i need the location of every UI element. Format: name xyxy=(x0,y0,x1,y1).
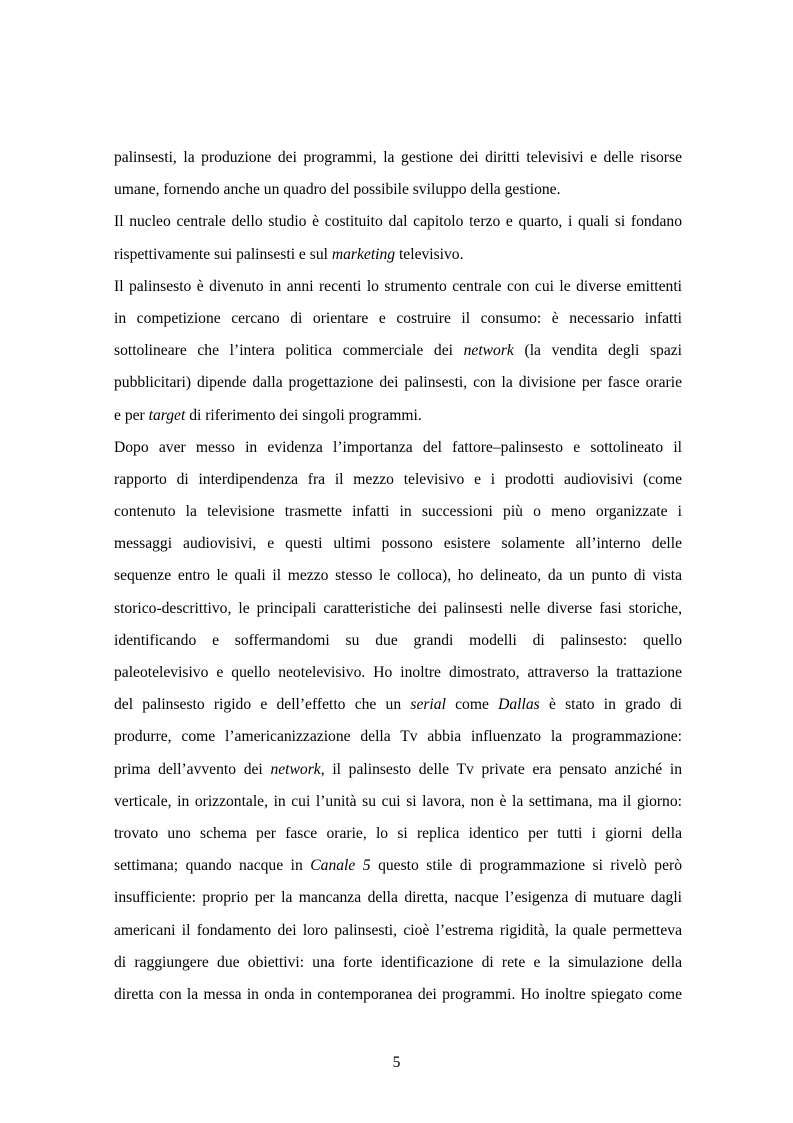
page-number: 5 xyxy=(392,1054,401,1071)
text-line xyxy=(114,625,682,657)
text-line xyxy=(114,689,682,721)
italic-term: marketing xyxy=(331,245,396,263)
text-line xyxy=(114,206,682,238)
text-run: prima dell’avvento dei xyxy=(114,760,271,778)
text-run: identificando e soffermandomi su due grandi modelli di palinsesto: quello xyxy=(114,631,682,649)
text-line xyxy=(114,464,682,496)
text-run: paleotelevisivo e quello neotelevisivo. Ho inoltre dimostrato, attraverso la trattazione xyxy=(114,664,682,681)
text-line xyxy=(114,303,682,335)
text-line xyxy=(114,271,682,303)
text-run: televisivo. xyxy=(395,245,464,263)
paragraph xyxy=(114,432,682,1011)
text-line xyxy=(114,335,682,367)
text-line xyxy=(114,142,682,174)
text-run: Il palinsesto è divenuto in anni recenti lo strumento centrale con cui le diverse emittenti xyxy=(114,277,682,295)
text-line xyxy=(114,818,682,850)
text-run: messaggi audiovisivi, e questi ultimi possono esistere solamente all’interno delle xyxy=(114,535,682,553)
text-run: sequenze entro le quali il mezzo stesso le colloca), ho delineato, da un punto di vista xyxy=(114,567,682,585)
text-line xyxy=(114,850,682,882)
text-run: palinsesti, la produzione dei programmi, la gestione dei diritti televisivi e delle risorse xyxy=(114,149,682,166)
text-line xyxy=(114,367,682,399)
text-line xyxy=(114,496,682,528)
paragraph xyxy=(114,206,682,270)
text-run: umane, fornendo anche un quadro del possibile sviluppo della gestione. xyxy=(114,181,561,199)
text-line xyxy=(114,528,682,560)
text-line xyxy=(114,174,682,206)
text-run: americani il fondamento dei loro palinsesti, cioè l’estrema rigidità, la quale permetteva xyxy=(114,921,682,939)
text-line xyxy=(114,593,682,625)
text-run: rispettivamente sui palinsesti e sul xyxy=(114,245,332,263)
text-run: produrre, come l’americanizzazione della Tv abbia influenzato la programmazione: xyxy=(114,728,682,746)
text-run: contenuto la televisione trasmette infatti in successioni più o meno organizzate i xyxy=(114,503,682,521)
text-line xyxy=(114,754,682,786)
text-run: del palinsesto rigido e dell’effetto che un xyxy=(114,696,411,714)
text-line xyxy=(114,882,682,914)
italic-term: Dallas xyxy=(498,696,540,714)
text-line xyxy=(114,786,682,818)
text-line xyxy=(114,721,682,753)
text-run: di riferimento dei singoli programmi. xyxy=(185,406,422,424)
text-run: Dopo aver messo in evidenza l’importanza del fattore–palinsesto e sottolineato il xyxy=(114,438,682,456)
italic-term: serial xyxy=(410,696,446,714)
italic-term: target xyxy=(148,406,186,424)
paragraph xyxy=(114,271,682,432)
text-run: storico-descrittivo, le principali caratteristiche dei palinsesti nelle diverse fasi storiche, xyxy=(114,599,682,617)
italic-term: network xyxy=(463,342,514,360)
text-line xyxy=(114,657,682,689)
text-run: sottolineare che l’intera politica commerciale dei xyxy=(114,342,464,360)
text-line xyxy=(114,560,682,592)
text-line xyxy=(114,239,682,271)
text-run: come xyxy=(445,696,499,714)
text-line xyxy=(114,947,682,979)
italic-term: Canale 5 xyxy=(310,857,371,875)
text-run: Il nucleo centrale dello studio è costituito dal capitolo terzo e quarto, i quali si fondano xyxy=(114,213,682,231)
text-run: e per xyxy=(114,406,149,424)
body-text xyxy=(114,142,682,1011)
text-run: verticale, in orizzontale, in cui l’unità su cui si lavora, non è la settimana, ma il giorno: xyxy=(114,792,682,810)
text-line xyxy=(114,400,682,432)
text-run: pubblicitari) dipende dalla progettazione dei palinsesti, con la divisione per fasce orarie xyxy=(114,374,682,392)
text-run: (la vendita degli spazi xyxy=(513,342,682,360)
text-line xyxy=(114,979,682,1011)
text-run: , il palinsesto delle Tv private era pensato anziché in xyxy=(320,760,682,778)
italic-term: network xyxy=(270,760,321,778)
text-run: di raggiungere due obiettivi: una forte identificazione di rete e la simulazione della xyxy=(114,953,682,971)
text-run: settimana; quando nacque in xyxy=(114,857,311,875)
text-run: questo stile di programmazione si rivelò però xyxy=(370,857,682,875)
text-line xyxy=(114,432,682,464)
text-run: rapporto di interdipendenza fra il mezzo televisivo e i prodotti audiovisivi (come xyxy=(114,470,682,488)
text-run: trovato uno schema per fasce orarie, lo si replica identico per tutti i giorni della xyxy=(114,824,682,842)
paragraph xyxy=(114,142,682,206)
text-run: è stato in grado di xyxy=(539,696,682,714)
text-line xyxy=(114,915,682,947)
text-run: in competizione cercano di orientare e costruire il consumo: è necessario infatti xyxy=(114,309,682,327)
text-run: insufficiente: proprio per la mancanza della diretta, nacque l’esigenza di mutuare dagli xyxy=(114,889,682,907)
text-run: diretta con la messa in onda in contemporanea dei programmi. Ho inoltre spiegato come xyxy=(114,985,682,1003)
